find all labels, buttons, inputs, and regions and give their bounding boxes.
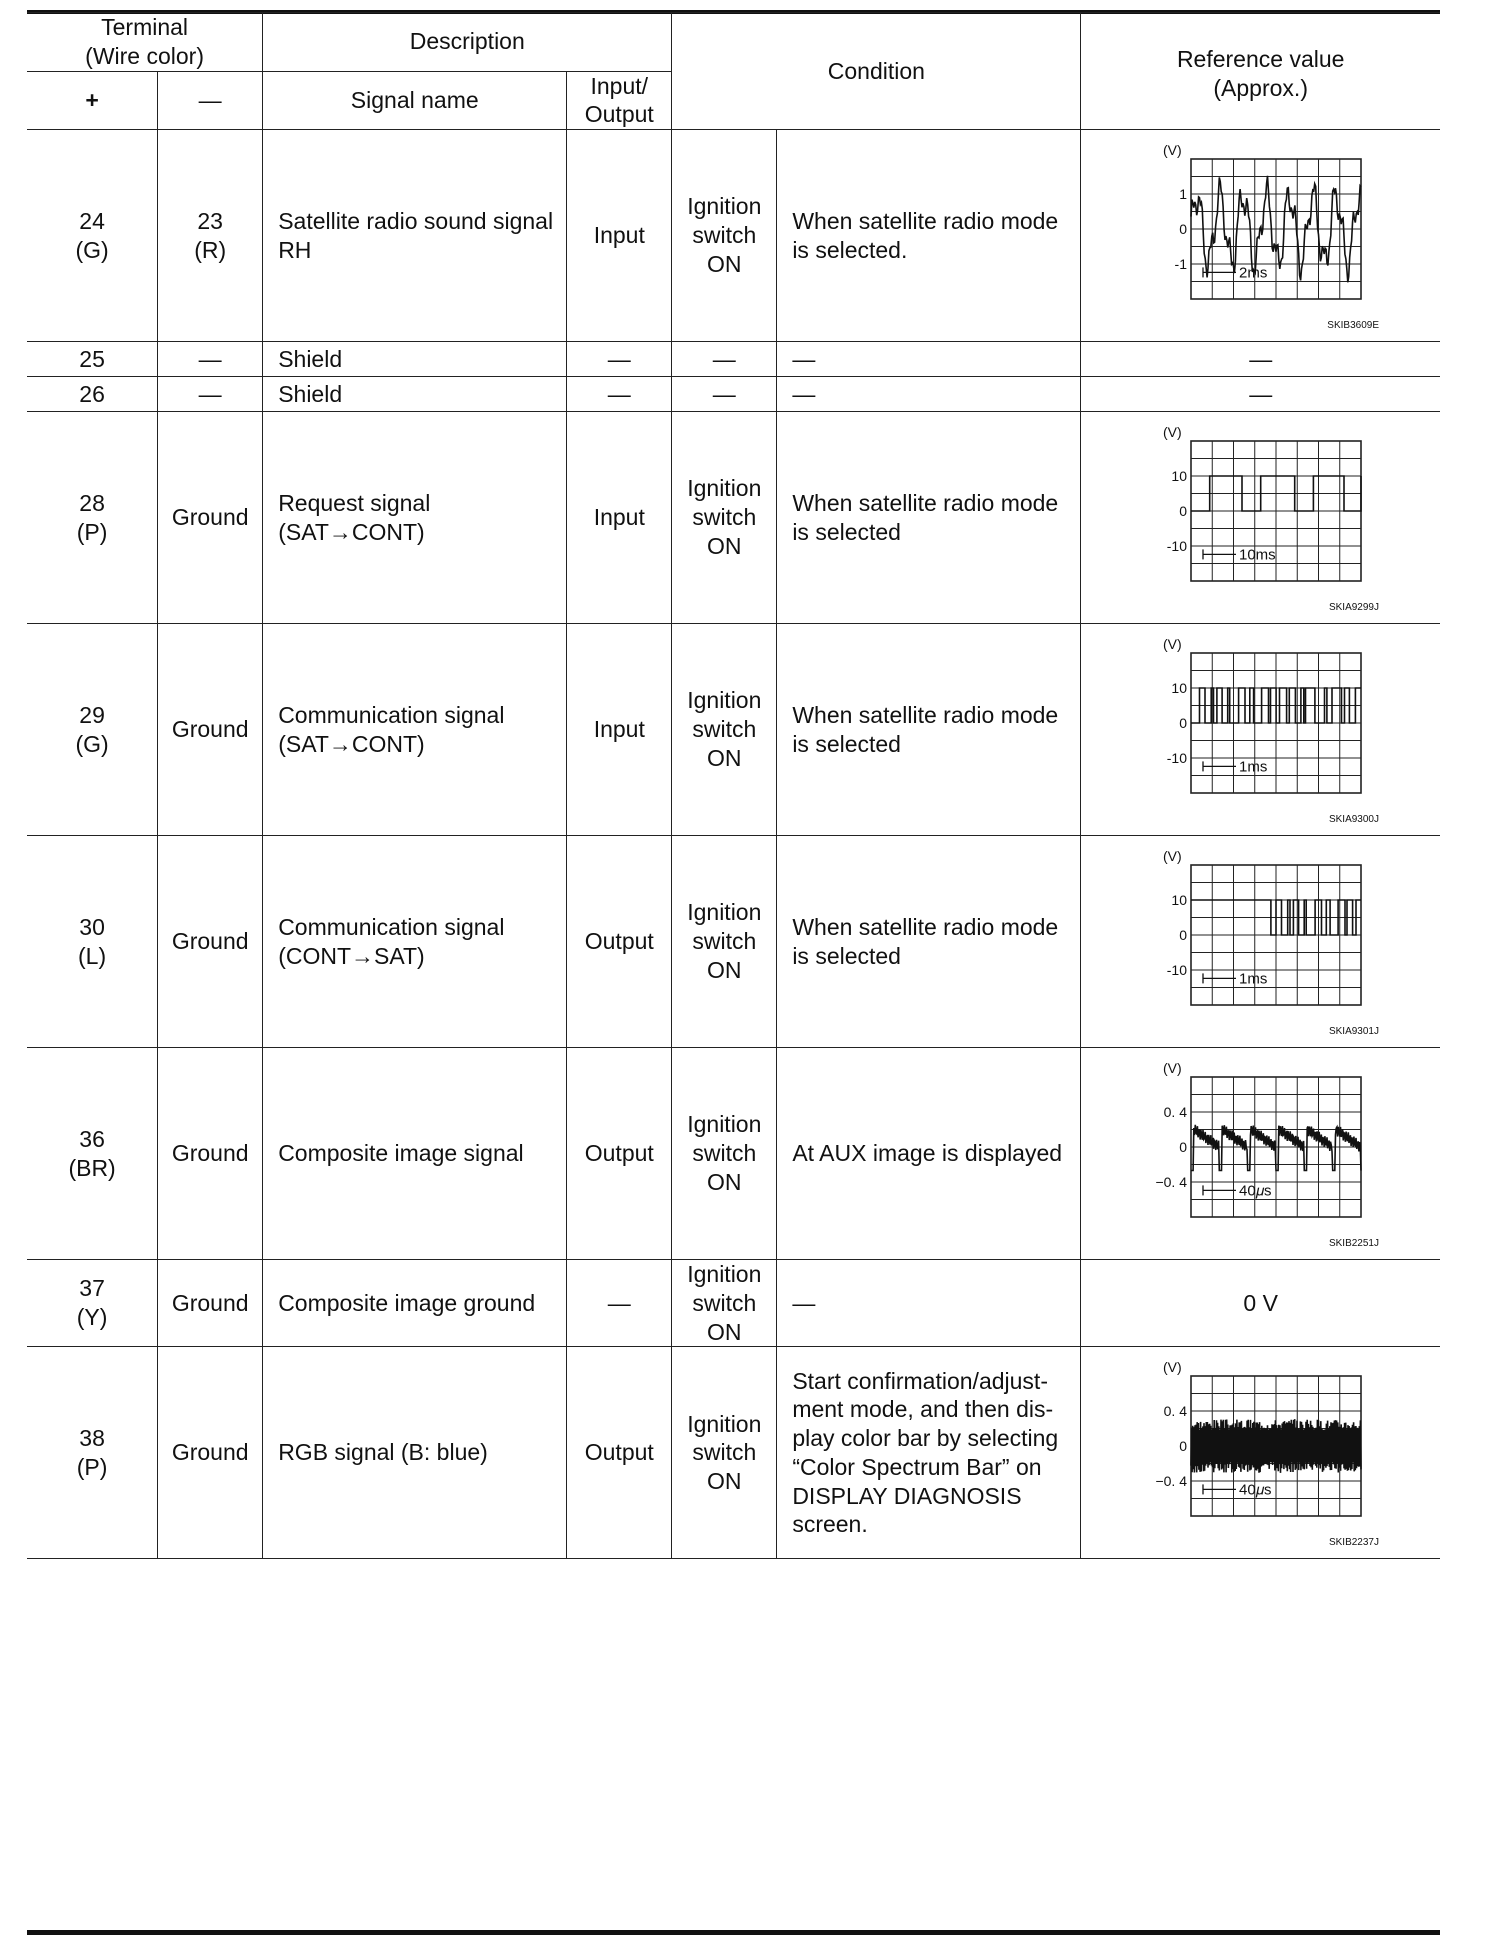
reference-value-cell: — [1081, 342, 1440, 377]
io-header: Input/ Output [567, 71, 672, 130]
time-scale-arrow [1203, 1484, 1236, 1494]
unit-label: (V) [1162, 141, 1182, 158]
signal-name-cell: Communication signal (CONT→SAT) [263, 836, 567, 1048]
y-tick-label: 0 [1178, 502, 1187, 519]
time-scale-label: 40𝜇s [1238, 1181, 1272, 1199]
condition-detail-cell: When satellite radio mode is selected [777, 412, 1081, 624]
table-row [27, 412, 1440, 624]
terminal-minus-cell: 23 (R) [158, 130, 263, 342]
terminal-plus-cell: 25 [27, 342, 158, 377]
io-cell: Output [567, 836, 672, 1048]
table-row [27, 130, 1440, 342]
figure-code: SKIA9299J [1328, 601, 1379, 613]
terminal-plus-cell: 28 (P) [27, 412, 158, 624]
figure-code: SKIB2237J [1328, 1536, 1379, 1548]
reference-value-cell [1081, 1048, 1440, 1260]
condition-detail-cell: When satellite radio mode is selected [777, 624, 1081, 836]
plus-header: + [27, 71, 158, 130]
ignition-condition-cell: Ignition switch ON [672, 1048, 777, 1260]
terminal-plus-cell: 29 (G) [27, 624, 158, 836]
unit-label: (V) [1162, 635, 1182, 652]
time-scale-arrow [1203, 1185, 1236, 1195]
condition-detail-cell: — [777, 1260, 1081, 1347]
terminal-minus-cell: — [158, 342, 263, 377]
condition-header: Condition [672, 13, 1081, 130]
waveform-graph [1141, 635, 1381, 825]
terminal-minus-cell: Ground [158, 624, 263, 836]
terminal-minus-cell: Ground [158, 412, 263, 624]
io-cell: — [567, 342, 672, 377]
terminal-plus-cell: 26 [27, 377, 158, 412]
figure-code: SKIA9301J [1328, 1025, 1379, 1037]
time-scale-label: 10ms [1238, 545, 1276, 563]
ignition-condition-cell: Ignition switch ON [672, 624, 777, 836]
y-tick-label: −0. 4 [1155, 1472, 1187, 1489]
ignition-condition-cell: Ignition switch ON [672, 1260, 777, 1347]
unit-label: (V) [1162, 847, 1182, 864]
y-tick-label: 0 [1178, 1437, 1187, 1454]
io-cell: Output [567, 1048, 672, 1260]
waveform-graph [1141, 1358, 1381, 1548]
io-cell: Input [567, 412, 672, 624]
condition-detail-cell: — [777, 342, 1081, 377]
io-cell: Output [567, 1347, 672, 1559]
terminal-plus-cell: 30 (L) [27, 836, 158, 1048]
table-row [27, 624, 1440, 836]
waveform-graph [1141, 847, 1381, 1037]
terminal-minus-cell: Ground [158, 836, 263, 1048]
reference-value-cell [1081, 1347, 1440, 1559]
reference-value-cell: 0 V [1081, 1260, 1440, 1347]
terminal-plus-cell: 36 (BR) [27, 1048, 158, 1260]
signal-name-cell: Request signal (SAT→CONT) [263, 412, 567, 624]
terminal-minus-cell: — [158, 377, 263, 412]
ignition-condition-cell: Ignition switch ON [672, 130, 777, 342]
reference-value-cell [1081, 412, 1440, 624]
figure-code: SKIB2251J [1328, 1237, 1379, 1249]
table-row [27, 836, 1440, 1048]
y-tick-label: −0. 4 [1155, 1173, 1187, 1190]
reference-value-cell [1081, 130, 1440, 342]
terminal-plus-cell: 37 (Y) [27, 1260, 158, 1347]
table-row [27, 342, 1440, 377]
terminal-minus-cell: Ground [158, 1347, 263, 1559]
condition-detail-cell: When satellite radio mode is selected [777, 836, 1081, 1048]
y-tick-label: 0 [1178, 1138, 1187, 1155]
terminal-reference-table [27, 12, 1440, 1559]
description-header: Description [263, 13, 672, 72]
condition-detail-cell: — [777, 377, 1081, 412]
y-tick-label: 0 [1178, 714, 1187, 731]
waveform-graph [1141, 141, 1381, 331]
condition-detail-cell: When satellite radio mode is selected. [777, 130, 1081, 342]
io-cell: Input [567, 130, 672, 342]
ignition-condition-cell: Ignition switch ON [672, 412, 777, 624]
y-tick-label: 1 [1178, 185, 1187, 202]
y-tick-label: 10 [1171, 891, 1187, 908]
io-cell: — [567, 377, 672, 412]
time-scale-arrow [1203, 973, 1236, 983]
reference-value-cell: — [1081, 377, 1440, 412]
terminal-minus-cell: Ground [158, 1048, 263, 1260]
condition-detail-cell: At AUX image is displayed [777, 1048, 1081, 1260]
signal-name-cell: Communication signal (SAT→CONT) [263, 624, 567, 836]
y-tick-label: -10 [1166, 749, 1187, 766]
time-scale-label: 1ms [1238, 757, 1268, 775]
graph-grid [1191, 441, 1361, 581]
table-row [27, 1260, 1440, 1347]
y-tick-label: 0 [1178, 926, 1187, 943]
signal-name-cell: Shield [263, 377, 567, 412]
time-scale-label: 2ms [1238, 263, 1268, 281]
time-scale-label: 40𝜇s [1238, 1481, 1272, 1499]
table-row [27, 1347, 1440, 1559]
y-tick-label: -1 [1174, 255, 1187, 272]
ignition-condition-cell: — [672, 342, 777, 377]
terminal-plus-cell: 38 (P) [27, 1347, 158, 1559]
y-tick-label: 0. 4 [1163, 1402, 1187, 1419]
reference-header: Reference value (Approx.) [1081, 13, 1440, 130]
reference-value-cell [1081, 836, 1440, 1048]
time-scale-arrow [1203, 549, 1236, 559]
waveform-graph [1141, 1059, 1381, 1249]
minus-header: — [158, 71, 263, 130]
ignition-condition-cell: — [672, 377, 777, 412]
signal-name-cell: Composite image signal [263, 1048, 567, 1260]
y-tick-label: 0 [1178, 220, 1187, 237]
y-tick-label: -10 [1166, 961, 1187, 978]
waveform-graph [1141, 423, 1381, 613]
unit-label: (V) [1162, 423, 1182, 440]
signal-name-cell: Shield [263, 342, 567, 377]
waveform-trace [1191, 1419, 1361, 1473]
signal-name-cell: RGB signal (B: blue) [263, 1347, 567, 1559]
unit-label: (V) [1162, 1059, 1182, 1076]
ignition-condition-cell: Ignition switch ON [672, 836, 777, 1048]
figure-code: SKIA9300J [1328, 813, 1379, 825]
y-tick-label: 0. 4 [1163, 1103, 1187, 1120]
terminal-plus-cell: 24 (G) [27, 130, 158, 342]
graph-grid [1191, 159, 1361, 299]
condition-detail-cell: Start confirmation/adjust- ment mode, and then dis- play color bar by selecting “Color Spectrum Bar” on DISPLAY DIAGNOSIS screen. [777, 1347, 1081, 1559]
signal-name-cell: Composite image ground [263, 1260, 567, 1347]
figure-code: SKIB3609E [1326, 319, 1379, 331]
y-tick-label: 10 [1171, 679, 1187, 696]
terminal-header: Terminal (Wire color) [27, 13, 263, 72]
unit-label: (V) [1162, 1358, 1182, 1375]
time-scale-label: 1ms [1238, 969, 1268, 987]
signal-name-header: Signal name [263, 71, 567, 130]
table-row [27, 1048, 1440, 1260]
time-scale-arrow [1203, 761, 1236, 771]
ignition-condition-cell: Ignition switch ON [672, 1347, 777, 1559]
y-tick-label: -10 [1166, 537, 1187, 554]
table-bottom-rule [27, 1930, 1440, 1935]
signal-name-cell: Satellite radio sound signal RH [263, 130, 567, 342]
io-cell: — [567, 1260, 672, 1347]
reference-value-cell [1081, 624, 1440, 836]
terminal-minus-cell: Ground [158, 1260, 263, 1347]
io-cell: Input [567, 624, 672, 836]
table-row [27, 377, 1440, 412]
y-tick-label: 10 [1171, 467, 1187, 484]
